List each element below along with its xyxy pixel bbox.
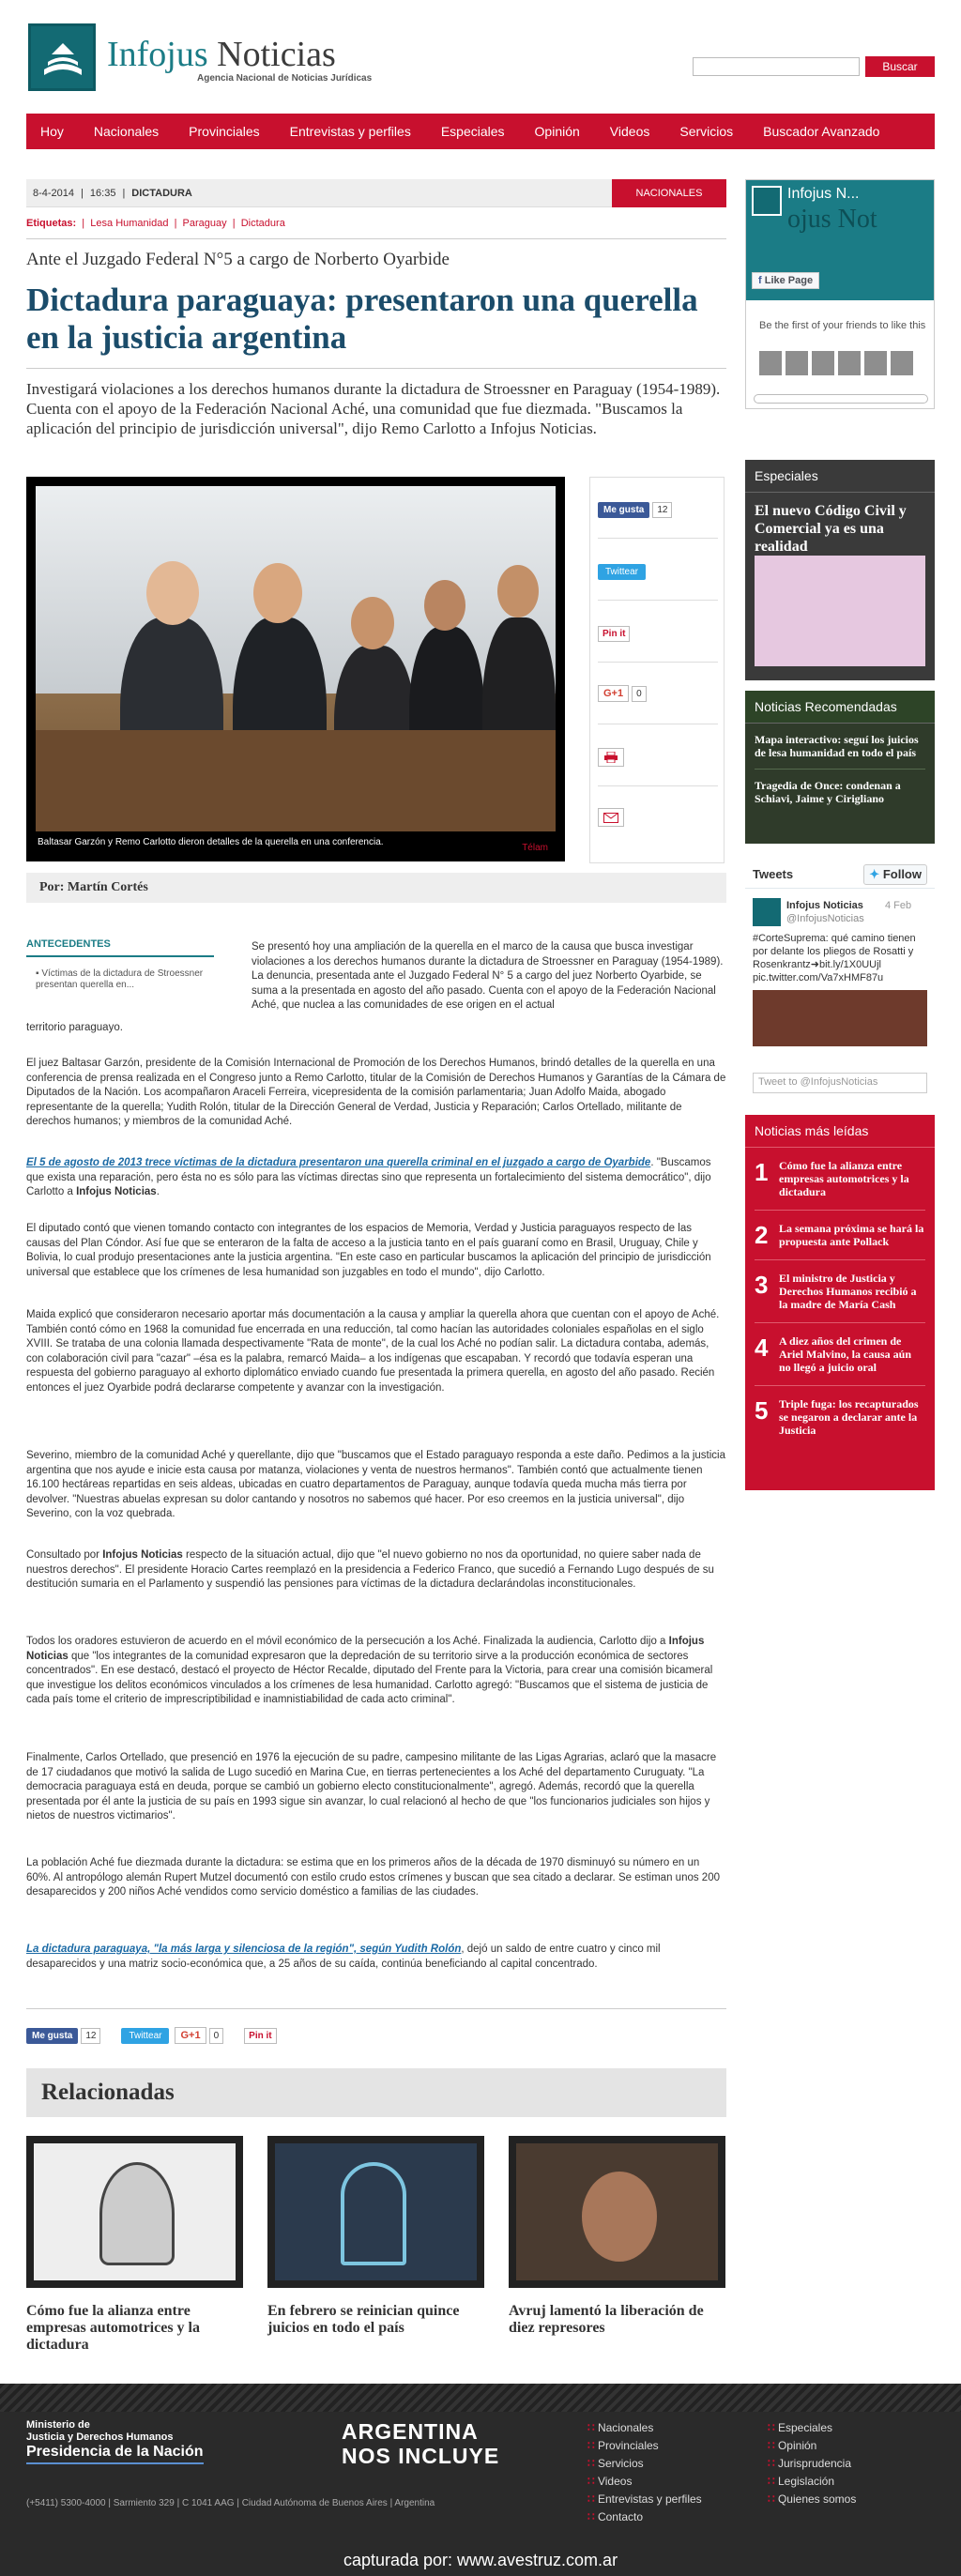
- footer-link[interactable]: ∷ Servicios: [587, 2455, 702, 2473]
- footer-stripe: [0, 2384, 961, 2412]
- tweet-text: #CorteSuprema: qué camino tienen por delante los pliegos de Rosatti y Rosenkrantz➜bit.ly/1X0UUjl pic.twitter.com/Va7xHMF87u: [753, 933, 916, 983]
- print-icon[interactable]: [598, 748, 624, 767]
- antecedentes-item: Víctimas de la dictadura de Stroessner presentan querella en...: [36, 968, 204, 990]
- email-icon[interactable]: [598, 808, 624, 827]
- bold-text: Infojus Noticias: [26, 1636, 705, 1662]
- nav-especiales[interactable]: Especiales: [440, 124, 505, 139]
- arg-line1: ARGENTINA: [342, 2419, 479, 2444]
- googleplus-button[interactable]: G+1: [175, 2027, 206, 2044]
- fb-description: Be the first of your friends to like this: [759, 320, 926, 331]
- mas-leida-title: Cómo fue la alianza entre empresas automotrices y la dictadura: [779, 1159, 909, 1198]
- twitter-button[interactable]: Twittear: [598, 564, 646, 580]
- divider: [598, 662, 718, 663]
- googleplus-count: 0: [209, 2028, 224, 2044]
- person-head: [146, 561, 199, 625]
- paragraph: El diputado contó que vienen tomando contacto con integrantes de los espacios de Memoria, Verdad y Justicia paraguayos respecto de las causas del Plan Cóndor. Así fue que se enteraron de la falta de acceso a la justicia tanto en el país guaraní como en Brasil, Uruguay, Chile y Bolivia, lo cual produjo presentaciones ante la justicia argentina. "En este caso en particular buscamos la aplicación del principio de jurisdicción universal que establece que los crímenes de lesa humanidad son juzgables en todo el mundo", dijo Carlotto.: [26, 1223, 711, 1278]
- avatar: [753, 898, 781, 926]
- footer-link[interactable]: ∷ Jurisprudencia: [768, 2455, 856, 2473]
- article-headline: Dictadura paraguaya: presentaron una querella en la justicia argentina: [26, 282, 698, 356]
- paragraph-text: , dejó un saldo de entre cuatro y cinco mil desaparecidos y una matriz socio-económica que, a 25 años de su caída, continúa beneficiando al capital concentrado.: [26, 1943, 661, 1970]
- divider: [26, 2008, 726, 2009]
- divider: [598, 600, 718, 601]
- related-card[interactable]: [509, 2136, 725, 2337]
- facebook-icon: f: [758, 275, 762, 286]
- facebook-count: 12: [81, 2028, 100, 2044]
- site-header: [0, 0, 961, 111]
- mas-leida-item[interactable]: 2 La semana próxima se hará la propuesta ante Pollack: [755, 1221, 924, 1249]
- bold-text: Infojus Noticias: [76, 1186, 157, 1197]
- tweet-author: [753, 898, 927, 926]
- logo-second: Noticias: [217, 35, 336, 74]
- facebook-like-button[interactable]: Me gusta: [598, 502, 649, 518]
- tweet-handle: @InfojusNoticias: [786, 913, 864, 924]
- googleplus-count: 0: [632, 686, 647, 702]
- person-head: [253, 563, 302, 623]
- argentina-logo: [342, 2419, 499, 2468]
- share-column: [589, 477, 725, 863]
- inline-link[interactable]: La dictadura paraguaya, "la más larga y silenciosa de la región", según Yudith Rolón: [26, 1943, 462, 1955]
- antecedentes-title: ANTECEDENTES: [26, 938, 214, 957]
- divider: [755, 1259, 925, 1260]
- footer-link[interactable]: ∷ Provinciales: [587, 2437, 702, 2455]
- googleplus-share: [598, 684, 647, 703]
- mas-leida-title: A diez años del crimen de Ariel Malvino, la causa aún no llegó a juicio oral: [779, 1334, 912, 1374]
- ministry-name[interactable]: [26, 2419, 174, 2444]
- mas-leidas-head: Noticias más leídas: [745, 1115, 935, 1148]
- divider: [755, 1210, 925, 1211]
- especiales-box: [745, 460, 935, 680]
- recomendadas-head: Noticias Recomendadas: [745, 691, 935, 724]
- nav-opinion[interactable]: Opinión: [534, 124, 580, 139]
- related-image: [267, 2136, 484, 2288]
- capture-credit: capturada por: www.avestruz.com.ar: [343, 2551, 618, 2569]
- nav-hoy[interactable]: Hoy: [40, 124, 64, 139]
- search-input[interactable]: [693, 57, 860, 76]
- tag-lesa-humanidad[interactable]: Lesa Humanidad: [90, 218, 169, 229]
- mas-leida-title: El ministro de Justicia y Derechos Humanos recibió a la madre de María Cash: [779, 1272, 917, 1311]
- article-author: Por: Martín Cortés: [26, 873, 726, 903]
- fb-like-label: Like Page: [764, 275, 814, 286]
- pinterest-button[interactable]: Pin it: [598, 626, 630, 642]
- twitter-share: [598, 562, 646, 581]
- logo-subtitle: Agencia Nacional de Noticias Jurídicas: [197, 73, 373, 84]
- logo-icon[interactable]: [28, 23, 96, 91]
- paragraph: [26, 1548, 726, 1593]
- related-card[interactable]: [26, 2136, 243, 2354]
- tweets-title: Tweets: [753, 867, 794, 881]
- ministry-line1: Ministerio de: [26, 2419, 90, 2431]
- mas-leidas-box: [745, 1115, 935, 1490]
- nav-provinciales[interactable]: Provinciales: [189, 124, 260, 139]
- related-image: [26, 2136, 243, 2288]
- nav-buscador[interactable]: Buscador Avanzado: [763, 124, 880, 139]
- nav-nacionales[interactable]: Nacionales: [93, 124, 160, 139]
- divider: [755, 769, 925, 770]
- footer-link[interactable]: ∷ Quienes somos: [768, 2491, 856, 2508]
- article-kicker: Ante el Juzgado Federal N°5 a cargo de Norberto Oyarbide: [26, 250, 450, 269]
- section-badge[interactable]: NACIONALES: [612, 179, 726, 207]
- recomendada-item[interactable]: Mapa interactivo: seguí los juicios de lesa humanidad en todo el país: [755, 733, 919, 759]
- footer-link[interactable]: ∷ Videos: [587, 2473, 702, 2491]
- photo-credit: Télam: [522, 843, 548, 853]
- tags-title: Etiquetas:: [26, 218, 77, 229]
- article-date: 8-4-2014: [33, 187, 75, 199]
- article-lead: Investigará violaciones a los derechos humanos durante la dictadura de Stroessner en Paraguay (1954-1989). Cuenta con el apoyo de la Federación Nacional Aché, una comunidad que fue diezmada. "Buscamos la aplicación del principio de jurisdicción universal", dijo Remo Carlotto a Infojus Noticias.: [26, 380, 721, 437]
- recomendadas-box: [745, 691, 935, 844]
- paragraph: La población Aché fue diezmada durante la dictadura: se estima que en los primeros años de la década de 1970 disminuyó su número en un 60%. Al antropólogo alemán Rupert Mutzel documentó con estilo crudo estos crímenes y buscan que sea citado a declarar. Se estiman unos 200 desaparecidos y 200 niños Aché vendidos como servicio doméstico a familias de las ciudades.: [26, 1857, 720, 1898]
- facebook-cover[interactable]: [746, 180, 934, 300]
- divider: [755, 1322, 925, 1323]
- article-time: 16:35: [89, 187, 116, 199]
- person-head: [424, 580, 465, 631]
- logo-main: Infojus: [107, 35, 208, 74]
- paragraph: Severino, miembro de la comunidad Aché y querellante, dijo que "buscamos que el Estado paraguayo responda a este daño. Pedimos a la justicia argentina que nos ayude e inicie esta causa por matanza, violaciones y venta de nuestros hermanos". También contó que actualmente tienen 16.100 hectáreas repartidas en seis aldeas, ubicadas en cuatro departamentos de Paraguay, aunque todavía queda mucha más tierra por devolver. "Nuestras abuelas expresan su dolor cantando y nosotros no sabemos qué hacer. Por eso creemos en la justicia universal", dijo Severino, con la voz quebrada.: [26, 1450, 726, 1519]
- nav-entrevistas[interactable]: Entrevistas y perfiles: [289, 124, 411, 139]
- facebook-page-widget: [745, 179, 935, 409]
- site-footer: [0, 2384, 961, 2576]
- paragraph: Maida explicó que consideraron necesario aportar más documentación a la causa y ampliar la querella ahora que cuentan con el apoyo de Aché. También contó cómo en 1968 la comunidad fue encerrada en una reducción, tal como hacían las autoridades coloniales españolas en el siglo XVIII. Se trataba de una colonia llamada despectivamente "Rata de monte", de la cual los Aché no podían salir. La dictadura contaba, además, con colaboración civil para "cazar" –ésa es la palabra, remarcó Maida– a los indígenas que escapaban. Y recordó que todavía esperan una respuesta del gobierno paraguayo al exhorto diplomático enviado cuando fue presentada la primera querella, en agosto del año pasado. Recién entonces el juez Oyarbide podrá declararse competente y avanzar con la investigación.: [26, 1309, 720, 1394]
- avatar: [759, 351, 782, 375]
- related-title-text: En febrero se reinician quince juicios en todo el país: [267, 2303, 460, 2336]
- paragraph-text: respecto de la situación actual, dijo que "el nuevo gobierno no nos da oportunidad, no quiere saber nada de nuestros derechos". El presidente Horacio Cartes reemplazó en la presidencia a Federico Franco, que sucedió a Fernando Lugo después de su destitución sumaria en el Parlamento y suspendió las pensiones para víctimas de la dictadura declarándolas inconstitucionales.: [26, 1549, 714, 1590]
- nav-servicios[interactable]: Servicios: [679, 124, 734, 139]
- person-head: [351, 597, 394, 649]
- footer-link[interactable]: ∷ Especiales: [768, 2419, 856, 2437]
- tweet-input[interactable]: Tweet to @InfojusNoticias: [753, 1073, 927, 1093]
- bold-text: Infojus Noticias: [102, 1549, 183, 1561]
- twitter-bird-icon: ✦: [869, 866, 880, 881]
- main-nav: [26, 114, 935, 149]
- footer-link[interactable]: ∷ Opinión: [768, 2437, 856, 2455]
- fb-page-cover-text: ojus Not: [787, 205, 877, 234]
- recomendada-item[interactable]: Tragedia de Once: condenan a Schiavi, Jaime y Cirigliano: [755, 779, 901, 805]
- table-surface: [36, 730, 556, 831]
- bottom-share-bar: [26, 2027, 277, 2044]
- avatar: [786, 351, 808, 375]
- twitter-button[interactable]: Twittear: [121, 2028, 169, 2044]
- related-card[interactable]: [267, 2136, 484, 2337]
- person-head: [582, 2172, 657, 2262]
- inline-link[interactable]: El 5 de agosto de 2013 trece víctimas de la dictadura presentaron una querella criminal en el juzgado a cargo de Oyarbide: [26, 1157, 651, 1168]
- illustration-cage: [341, 2162, 406, 2265]
- avatar: [891, 351, 913, 375]
- pinterest-button[interactable]: Pin it: [244, 2028, 276, 2044]
- pinterest-share: [598, 624, 630, 643]
- divider: [26, 238, 726, 239]
- photo-caption: Baltasar Garzón y Remo Carlotto dieron detalles de la querella en una conferencia.: [38, 837, 384, 847]
- divider: [26, 368, 726, 369]
- mas-leida-item[interactable]: 1 Cómo fue la alianza entre empresas automotrices y la dictadura: [755, 1159, 925, 1198]
- search-button[interactable]: Buscar: [865, 56, 935, 77]
- especiales-title[interactable]: El nuevo Código Civil y Comercial ya es una realidad: [755, 503, 907, 555]
- mas-leida-title: Triple fuga: los recapturados se negaron a declarar ante la Justicia: [779, 1397, 919, 1437]
- paragraph: Finalmente, Carlos Ortellado, que presenció en 1976 la ejecución de su padre, campesino militante de las Ligas Agrarias, aclaró que la masacre de 17 ciudadanos que motivó la salida de Lugo sucedió en Marina Cue, en tierras pertenecientes a los Aché del departamento Curuguaty. "La democracia paraguaya está en deuda, porque se cambió un gobierno electo constitucionalmente", agregó. Además, recordó que la querella presentada por él ante la justicia de su país en 1993 sigue sin avanzar, lo cual relacionó al hecho de que "los funcionarios judiciales son hijos y nietos de nuestros victimarios".: [26, 1752, 717, 1821]
- avatar: [838, 351, 861, 375]
- twitter-header: [745, 861, 935, 889]
- fb-page-name: Infojus N...: [787, 186, 860, 202]
- mas-leida-item[interactable]: 4 A diez años del crimen de Ariel Malvino, la causa aún no llegó a juicio oral: [755, 1334, 925, 1374]
- paragraph-text: Todos los oradores estuvieron de acuerdo en el móvil económico de la persecución a los Aché. Finalizada la audiencia, Carlotto dijo a: [26, 1636, 669, 1647]
- illustration-figure: [99, 2162, 175, 2265]
- twitter-follow-button[interactable]: [863, 864, 927, 885]
- site-logo-text[interactable]: [107, 34, 336, 75]
- related-title-text: Cómo fue la alianza entre empresas automotrices y la dictadura: [26, 2303, 200, 2353]
- presidencia-logo[interactable]: Presidencia de la Nación: [26, 2444, 204, 2464]
- photo-scene: [36, 486, 556, 831]
- footer-link[interactable]: ∷ Contacto: [587, 2508, 702, 2526]
- page-avatar: [752, 186, 782, 216]
- email-share: [598, 808, 624, 827]
- divider: [598, 538, 718, 539]
- follow-label: Follow: [882, 866, 922, 881]
- paragraph: [26, 1635, 726, 1708]
- fb-like-page-button[interactable]: [752, 272, 819, 289]
- tweet-user-block: [786, 899, 911, 925]
- tag-dictadura[interactable]: Dictadura: [240, 218, 285, 229]
- ministry-line2: Justicia y Derechos Humanos: [26, 2431, 174, 2443]
- tweet-image[interactable]: [753, 990, 927, 1046]
- tweet[interactable]: [753, 898, 927, 1046]
- antecedentes-box: [26, 938, 214, 991]
- mas-leida-item[interactable]: 5 Triple fuga: los recapturados se negaron a declarar ante la Justicia: [755, 1397, 925, 1437]
- nav-videos[interactable]: Videos: [609, 124, 650, 139]
- divider: [755, 1385, 925, 1386]
- footer-link[interactable]: ∷ Nacionales: [587, 2419, 702, 2437]
- footer-link[interactable]: ∷ Entrevistas y perfiles: [587, 2491, 702, 2508]
- paragraph: El 5 de agosto de 2013 trece víctimas de la dictadura presentaron una querella criminal en el juzgado a cargo de Oyarbide. "Buscamos que exista una reparación, pero ésta no es sólo para las víctimas directas sino que representa un fortalecimiento del sistema democrático", dijo Carlotto a Infojus Noticias.: [26, 1157, 711, 1197]
- antecedentes-link[interactable]: ▪ Víctimas de la dictadura de Stroessner presentan querella en...: [36, 968, 204, 990]
- related-title-text: Avruj lamentó la liberación de diez represores: [509, 2303, 704, 2336]
- paragraph: Se presentó hoy una ampliación de la querella en el marco de la causa que busca investigar violaciones a los derechos humanos durante la dictadura de Stroessner en Paraguay (1954-1989). La denuncia, presentada ante el Juzgado Federal N° 5 a cargo del juez Norberto Oyarbide, se suma a la presentada en agosto del año pasado. Cuenta con el apoyo de la Federación Nacional Aché, que nuclea a las comunidades de ese origen en el actual: [252, 941, 724, 1011]
- footer-links-1: [587, 2419, 702, 2526]
- article-meta: 8-4-2014 | 16:35 | DICTADURA: [26, 179, 726, 207]
- footer-links-2: [768, 2419, 856, 2508]
- related-image: [509, 2136, 725, 2288]
- mas-leida-title: La semana próxima se hará la propuesta ante Pollack: [779, 1222, 924, 1248]
- article-photo[interactable]: [26, 477, 565, 861]
- paragraph-text: que "los integrantes de la comunidad expresaron que la depredación de su territorio sirve a la producción económica de sectores concentrados". En ese destacó, destacó el proyecto de Héctor Recalde, diputado del Frente para la Victoria, para crear una comisión bicameral que investigue los delitos económicos vinculados a los crímenes de lesa humanidad. Carlotto agregó: "Buscamos que el sistema de justicia de cada país tome el criterio de imprescriptibilidad e inamnistiabilidad de cada acto criminal".: [26, 1650, 713, 1705]
- fb-friends: [759, 351, 913, 375]
- paragraph: territorio paraguayo.: [26, 1022, 123, 1033]
- facebook-share: [598, 500, 672, 519]
- facebook-count: 12: [652, 502, 672, 518]
- paragraph-text: Consultado por: [26, 1549, 103, 1561]
- googleplus-button[interactable]: G+1: [598, 685, 629, 702]
- tags-row: Etiquetas: | Lesa Humanidad | Paraguay | Dictadura: [26, 218, 285, 229]
- footer-link[interactable]: ∷ Legislación: [768, 2473, 856, 2491]
- person-head: [497, 565, 539, 617]
- paragraph: El juez Baltasar Garzón, presidente de la Comisión Internacional de Promoción de los Derechos Humanos, brindó detalles de la querella en una conferencia de prensa realizada en el Congreso junto a Remo Carlotto, titular de la Comisión de Derechos Humanos y Garantías de la Cámara de Diputados de la Nación. Los acompañaron Araceli Ferreira, vicepresidenta de la comisión parlamentaria; Juan Adolfo Maida, abogado representante de la querella; Yudith Rolón, titular de la Dirección General de Verdad, Justicia y Reparación; Carlos Ortellado, militante de derechos humanos; y miembros de la comunidad Aché.: [26, 1058, 726, 1127]
- related-title: Relacionadas: [26, 2068, 726, 2117]
- footer-address: (+5411) 5300-4000 | Sarmiento 329 | C 1041 AAG | Ciudad Autónoma de Buenos Aires | Argentina: [26, 2498, 435, 2508]
- mas-leida-item[interactable]: 3 El ministro de Justicia y Derechos Humanos recibió a la madre de María Cash: [755, 1272, 925, 1311]
- tag-paraguay[interactable]: Paraguay: [182, 218, 227, 229]
- avatar: [864, 351, 887, 375]
- scrollbar[interactable]: [754, 394, 928, 404]
- twitter-widget: [745, 861, 935, 1095]
- paragraph-text: . "Buscamos que exista una reparación, pero ésta no es sólo para las víctimas directas sino que representa un fortalecimiento del sistema democrático", dijo Carlotto a: [26, 1157, 711, 1197]
- especiales-head: Especiales: [745, 460, 935, 493]
- arg-line2: NOS INCLUYE: [342, 2444, 500, 2468]
- especiales-image[interactable]: [755, 556, 925, 666]
- tweet-date: 4 Feb: [884, 900, 912, 911]
- paragraph: [26, 1943, 726, 1972]
- print-share: [598, 748, 624, 767]
- tweet-user: Infojus Noticias: [786, 900, 863, 911]
- article-category[interactable]: DICTADURA: [131, 187, 192, 199]
- avatar: [812, 351, 834, 375]
- facebook-like-button[interactable]: Me gusta: [26, 2028, 78, 2044]
- divider: [598, 785, 718, 786]
